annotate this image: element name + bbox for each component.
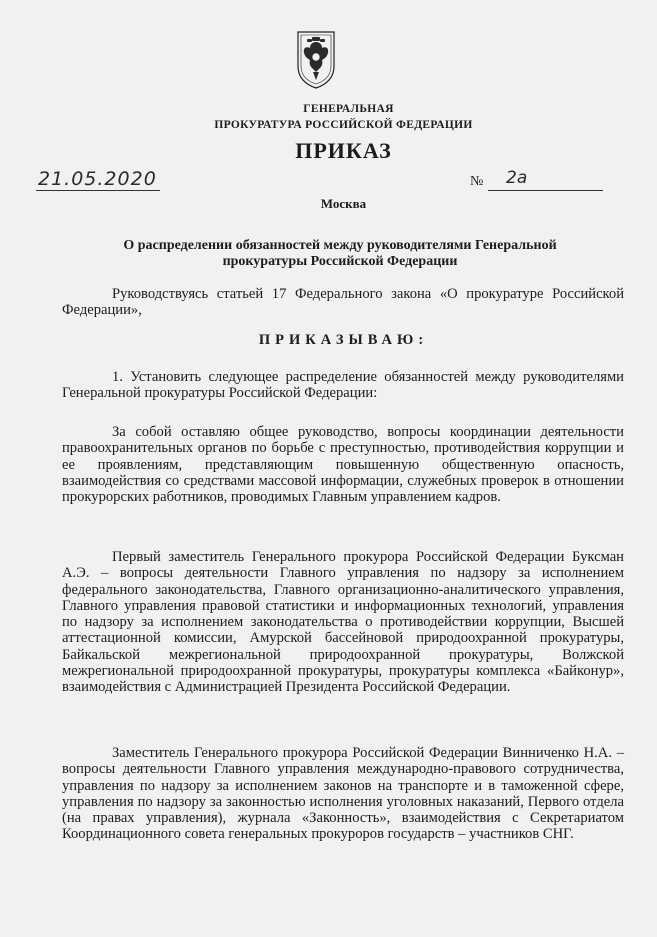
paragraph-prosecutor-general: За собой оставляю общее руководство, вопросы координации деятельности правоохранительных органов по борьбе с преступностью, противодействия коррупции и ее проявлениям, представляющим повышенную общественную опасность, взаимодействия со средствами массовой информации, служебных проверок в отношении прокурорских работников, проводимых Главным управлением кадров. xyxy=(62,424,624,506)
legal-basis-paragraph: Руководствуясь статьей 17 Федерального закона «О прокуратуре Российской Федерации», xyxy=(62,286,624,319)
order-heading: ПРИКАЗЫВАЮ: xyxy=(258,332,429,348)
org-name-line-2: ПРОКУРАТУРА РОССИЙСКОЙ ФЕДЕРАЦИИ xyxy=(214,119,473,131)
org-name-line-1: ГЕНЕРАЛЬНАЯ xyxy=(303,103,394,115)
date-underline xyxy=(36,190,160,191)
paragraph-1: 1. Установить следующее распределение обязанностей между руководителями Генеральной прокуратуры Российской Федерации: xyxy=(62,369,624,402)
paragraph-deputy: Заместитель Генерального прокурора Российской Федерации Винниченко Н.А. – вопросы деятельности Главного управления международно-правового сотрудничества, управления по надзору за исполнением законов на транспорте и в таможенной сфере, управления по надзору за законностью исполнения уголовных наказаний, Первого отдела (на правах управления), журнала «Законность», взаимодействия с Секретариатом Координационного совета генеральных прокуроров государств – участников СНГ. xyxy=(62,745,624,843)
number-underline xyxy=(488,190,603,191)
document-number: 2а xyxy=(506,168,528,188)
russian-coat-of-arms-icon xyxy=(288,26,344,90)
city: Москва xyxy=(320,196,367,211)
document-date: 21.05.2020 xyxy=(38,168,157,190)
paragraph-first-deputy: Первый заместитель Генерального прокурора Российской Федерации Буксман А.Э. – вопросы деятельности Главного управления по надзору за исполнением федерального законодательства, Главного организационно-аналитического управления, Главного управления правовой статистики и информационных технологий, управления по надзору за исполнением законодательства о противодействии коррупции, Высшей аттестационной комиссии, Амурской бассейновой природоохранной прокуратуры, Байкальской межрегиональной природоохранной прокуратуры, Волжской межрегиональной природоохранной прокуратуры, прокуратуры комплекса «Байконур», взаимодействия с Администрацией Президента Российской Федерации. xyxy=(62,549,624,696)
document-type-title: ПРИКАЗ xyxy=(295,138,392,163)
document-subject: О распределении обязанностей между руководителями Генеральной прокуратуры Российской Федерации xyxy=(123,238,557,269)
number-label: № xyxy=(470,174,484,189)
